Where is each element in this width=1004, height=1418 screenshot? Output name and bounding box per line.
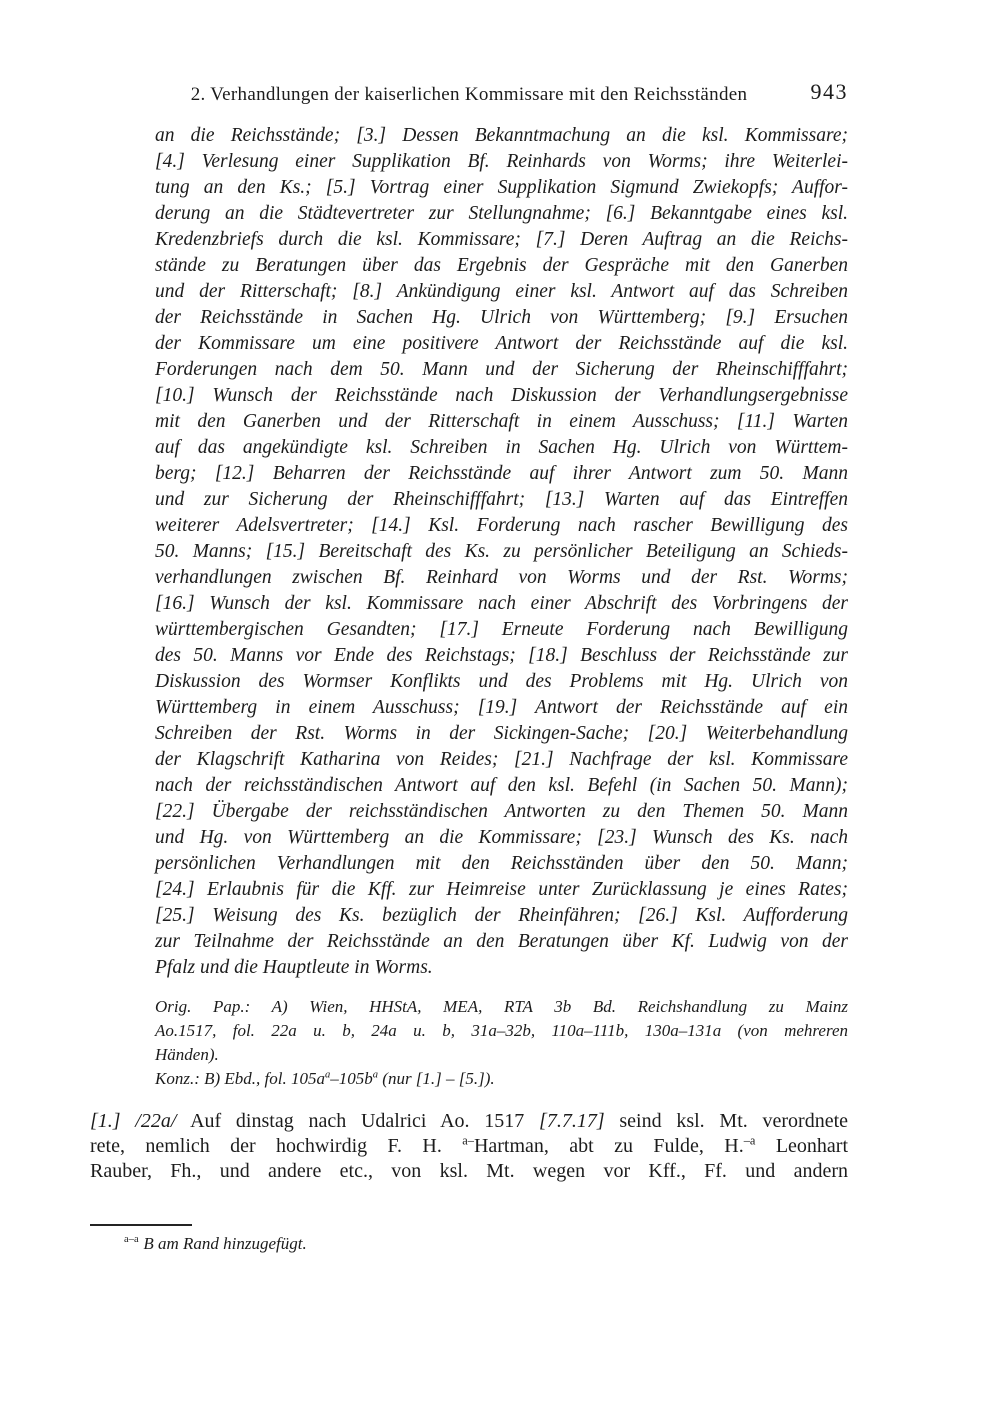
footnote-rule bbox=[90, 1224, 192, 1226]
konz-text-pre: Konz.: B) Ebd., fol. 105a bbox=[155, 1069, 325, 1088]
summary-line: [16.] Wunsch der ksl. Kommissare nach einer Abschrift des Vorbringens der bbox=[155, 593, 848, 614]
konz-text-mid: –105b bbox=[330, 1069, 373, 1088]
running-header bbox=[90, 79, 848, 106]
page-number: 943 bbox=[810, 79, 848, 104]
body-text: Leonhart bbox=[755, 1135, 848, 1157]
summary-line: der Kommissare um eine positivere Antwort der Reichsstände auf die ksl. bbox=[155, 333, 848, 354]
body-text: Auf dinstag nach Udalrici Ao. 1517 bbox=[176, 1110, 540, 1132]
source-line-konz bbox=[155, 1067, 848, 1091]
source-lines bbox=[155, 995, 848, 1067]
folio-superscript: a bbox=[372, 1069, 379, 1081]
summary-line: württembergischen Gesandten; [17.] Erneute Forderung nach Bewilligung bbox=[155, 619, 848, 640]
summary-line: zur Teilnahme der Reichsstände an den Beratungen über Kf. Ludwig von der bbox=[155, 931, 848, 952]
summary-line: stände zu Beratungen über das Ergebnis der Gespräche mit den Ganerben bbox=[155, 255, 848, 276]
body-line-2 bbox=[90, 1134, 848, 1159]
summary-line: [25.] Weisung des Ks. bezüglich der Rheinfähren; [26.] Ksl. Aufforderung bbox=[155, 905, 848, 926]
variant-superscript: a– bbox=[462, 1133, 474, 1148]
summary-line: berg; [12.] Beharren der Reichsstände auf ihrer Antwort zum 50. Mann bbox=[155, 463, 848, 484]
summary-line: [22.] Übergabe der reichsständischen Antworten zu den Themen 50. Mann bbox=[155, 801, 848, 822]
summary-line: [4.] Verlesung einer Supplikation Bf. Reinhards von Worms; ihre Weiterlei- bbox=[155, 151, 848, 172]
konz-text-post: (nur [1.] – [5.]). bbox=[378, 1069, 495, 1088]
summary-line: [24.] Erlaubnis für die Kff. zur Heimreise unter Zurücklassung je eines Rates; bbox=[155, 879, 848, 900]
summary-line: Forderungen nach dem 50. Mann und der Sicherung der Rheinschifffahrt; bbox=[155, 359, 848, 380]
folio-superscript: a bbox=[325, 1069, 331, 1081]
footnote-line bbox=[90, 1233, 848, 1255]
summary-line: tung an den Ks.; [5.] Vortrag einer Supplikation Sigmund Zwiekopfs; Auffor- bbox=[155, 177, 848, 198]
footnote-area bbox=[90, 1224, 848, 1255]
body-paragraph bbox=[90, 1109, 848, 1184]
header-title: 2. Verhandlungen der kaiserlichen Kommissare mit den Reichsständen bbox=[190, 84, 748, 105]
summary-line: weiterer Adelsvertreter; [14.] Ksl. Forderung nach rascher Bewilligung des bbox=[155, 515, 848, 536]
summary-line: und Hg. von Württemberg an die Kommissare; [23.] Wunsch des Ks. nach bbox=[155, 827, 848, 848]
summary-line: Diskussion des Wormser Konflikts und des Problems mit Hg. Ulrich von bbox=[155, 671, 848, 692]
summary-line: verhandlungen zwischen Bf. Reinhard von Worms und der Rst. Worms; bbox=[155, 567, 848, 588]
source-line: Händen). bbox=[155, 1045, 219, 1064]
body-line-1 bbox=[90, 1109, 848, 1134]
body-line-3: Rauber, Fh., und andere etc., von ksl. Mt. wegen vor Kff., Ff. und andern bbox=[90, 1160, 848, 1182]
summary-line: Schreiben der Rst. Worms in der Sickingen-Sache; [20.] Weiterbehandlung bbox=[155, 723, 848, 744]
summary-line: nach der reichsständischen Antwort auf den ksl. Befehl (in Sachen 50. Mann); bbox=[155, 775, 848, 796]
date-annotation: [7.7.17] bbox=[539, 1110, 605, 1132]
summary-line: 50. Manns; [15.] Bereitschaft des Ks. zu persönlicher Beteiligung an Schieds- bbox=[155, 541, 848, 562]
section-marker: [1.] /22a/ bbox=[90, 1110, 177, 1132]
summary-line: auf das angekündigte ksl. Schreiben in Sachen Hg. Ulrich von Württem- bbox=[155, 437, 848, 458]
summary-line: Württemberg in einem Ausschuss; [19.] Antwort der Reichsstände auf ein bbox=[155, 697, 848, 718]
summary-line: Pfalz und die Hauptleute in Worms. bbox=[155, 957, 433, 978]
summary-line: Kredenzbriefs durch die ksl. Kommissare; [7.] Deren Auftrag an die Reichs- bbox=[155, 229, 848, 250]
summary-block bbox=[155, 123, 848, 981]
summary-line: mit den Ganerben und der Ritterschaft in einem Ausschuss; [11.] Warten bbox=[155, 411, 848, 432]
body-text: Hartman, abt zu Fulde, H. bbox=[473, 1135, 744, 1157]
body-text: rete, nemlich der hochwirdig F. H. bbox=[90, 1135, 463, 1157]
summary-line: und zur Sicherung der Rheinschifffahrt; [13.] Warten auf das Eintreffen bbox=[155, 489, 848, 510]
source-line: Ao.1517, fol. 22a u. b, 24a u. b, 31a–32b, 110a–111b, 130a–131a (von mehreren bbox=[155, 1021, 848, 1040]
source-line: Orig. Pap.: A) Wien, HHStA, MEA, RTA 3b Bd. Reichshandlung zu Mainz bbox=[155, 997, 848, 1016]
summary-line: an die Reichsstände; [3.] Dessen Bekanntmachung an die ksl. Kommissare; bbox=[155, 125, 848, 146]
summary-line: [10.] Wunsch der Reichsstände nach Diskussion der Verhandlungsergebnisse bbox=[155, 385, 848, 406]
source-block bbox=[155, 995, 848, 1091]
summary-line: persönlichen Verhandlungen mit den Reichsständen über den 50. Mann; bbox=[155, 853, 848, 874]
footnote-marker: a–a bbox=[124, 1234, 139, 1246]
body-text: seind ksl. Mt. verordnete bbox=[604, 1110, 849, 1132]
summary-line: des 50. Manns vor Ende des Reichstags; [18.] Beschluss der Reichsstände zur bbox=[155, 645, 848, 666]
footnote-text: B am Rand hinzugefügt. bbox=[143, 1234, 307, 1253]
summary-line: der Klagschrift Katharina von Reides; [21.] Nachfrage der ksl. Kommissare bbox=[155, 749, 848, 770]
summary-line: und der Ritterschaft; [8.] Ankündigung einer ksl. Antwort auf das Schreiben bbox=[155, 281, 848, 302]
variant-superscript: –a bbox=[743, 1133, 756, 1148]
summary-line: der Reichsstände in Sachen Hg. Ulrich von Württemberg; [9.] Ersuchen bbox=[155, 307, 848, 328]
summary-line: derung an die Städtevertreter zur Stellungnahme; [6.] Bekanntgabe eines ksl. bbox=[155, 203, 848, 224]
